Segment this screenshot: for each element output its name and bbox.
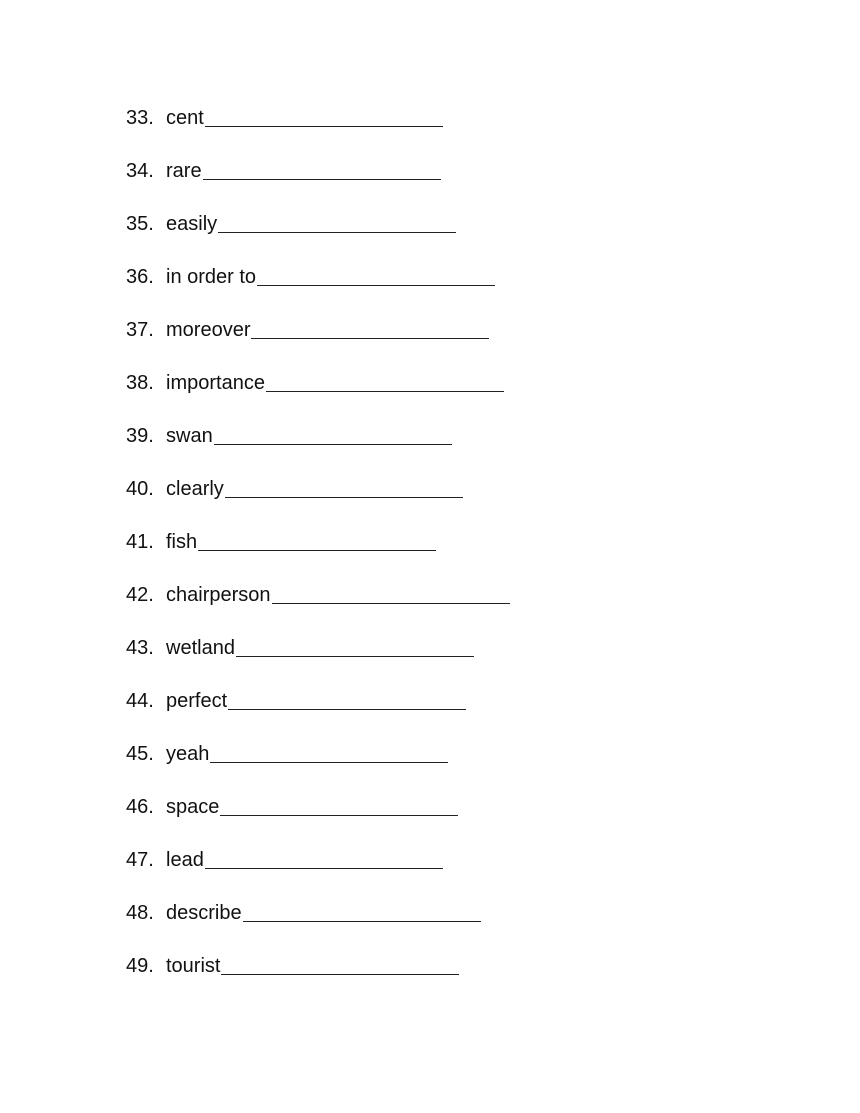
list-item [126, 740, 510, 793]
list-item [126, 316, 510, 369]
item-word: clearly [166, 478, 224, 500]
answer-blank[interactable] [236, 634, 474, 657]
item-word: moreover [166, 319, 251, 341]
list-item [126, 899, 510, 952]
item-number: 34. [126, 160, 154, 182]
item-number: 35. [126, 213, 154, 235]
item-number: 44. [126, 690, 154, 712]
vocabulary-list [126, 104, 510, 1005]
list-item [126, 263, 510, 316]
answer-blank[interactable] [251, 316, 489, 339]
list-item [126, 369, 510, 422]
answer-blank[interactable] [203, 157, 441, 180]
item-number: 37. [126, 319, 154, 341]
answer-blank[interactable] [198, 528, 436, 551]
answer-blank[interactable] [214, 422, 452, 445]
list-item [126, 687, 510, 740]
item-number: 49. [126, 955, 154, 977]
item-word: cent [166, 107, 204, 129]
answer-blank[interactable] [266, 369, 504, 392]
list-item [126, 210, 510, 263]
item-number: 47. [126, 849, 154, 871]
answer-blank[interactable] [243, 899, 481, 922]
list-item [126, 634, 510, 687]
item-word: yeah [166, 743, 210, 765]
item-number: 42. [126, 584, 154, 606]
list-item [126, 422, 510, 475]
item-word: swan [166, 425, 213, 447]
list-item [126, 846, 510, 899]
item-number: 46. [126, 796, 154, 818]
item-number: 41. [126, 531, 154, 553]
list-item [126, 952, 510, 1005]
item-word: in order to [166, 266, 257, 288]
list-item [126, 104, 510, 157]
answer-blank[interactable] [205, 846, 443, 869]
answer-blank[interactable] [228, 687, 466, 710]
answer-blank[interactable] [221, 952, 459, 975]
item-number: 48. [126, 902, 154, 924]
list-item [126, 793, 510, 846]
item-word: rare [166, 160, 202, 182]
item-number: 43. [126, 637, 154, 659]
answer-blank[interactable] [272, 581, 510, 604]
list-item [126, 157, 510, 210]
item-word: space [166, 796, 220, 818]
item-word: importance [166, 372, 265, 394]
item-word: fish [166, 531, 198, 553]
item-number: 45. [126, 743, 154, 765]
item-word: wetland [166, 637, 235, 659]
item-word: perfect [166, 690, 228, 712]
item-word: chairperson [166, 584, 271, 606]
list-item [126, 581, 510, 634]
item-number: 33. [126, 107, 154, 129]
answer-blank[interactable] [257, 263, 495, 286]
list-item [126, 475, 510, 528]
item-number: 38. [126, 372, 154, 394]
answer-blank[interactable] [210, 740, 448, 763]
item-word: describe [166, 902, 242, 924]
item-word: tourist [166, 955, 221, 977]
answer-blank[interactable] [205, 104, 443, 127]
item-number: 39. [126, 425, 154, 447]
item-number: 36. [126, 266, 154, 288]
item-number: 40. [126, 478, 154, 500]
list-item [126, 528, 510, 581]
answer-blank[interactable] [220, 793, 458, 816]
item-word: lead [166, 849, 204, 871]
item-word: easily [166, 213, 218, 235]
answer-blank[interactable] [225, 475, 463, 498]
answer-blank[interactable] [218, 210, 456, 233]
